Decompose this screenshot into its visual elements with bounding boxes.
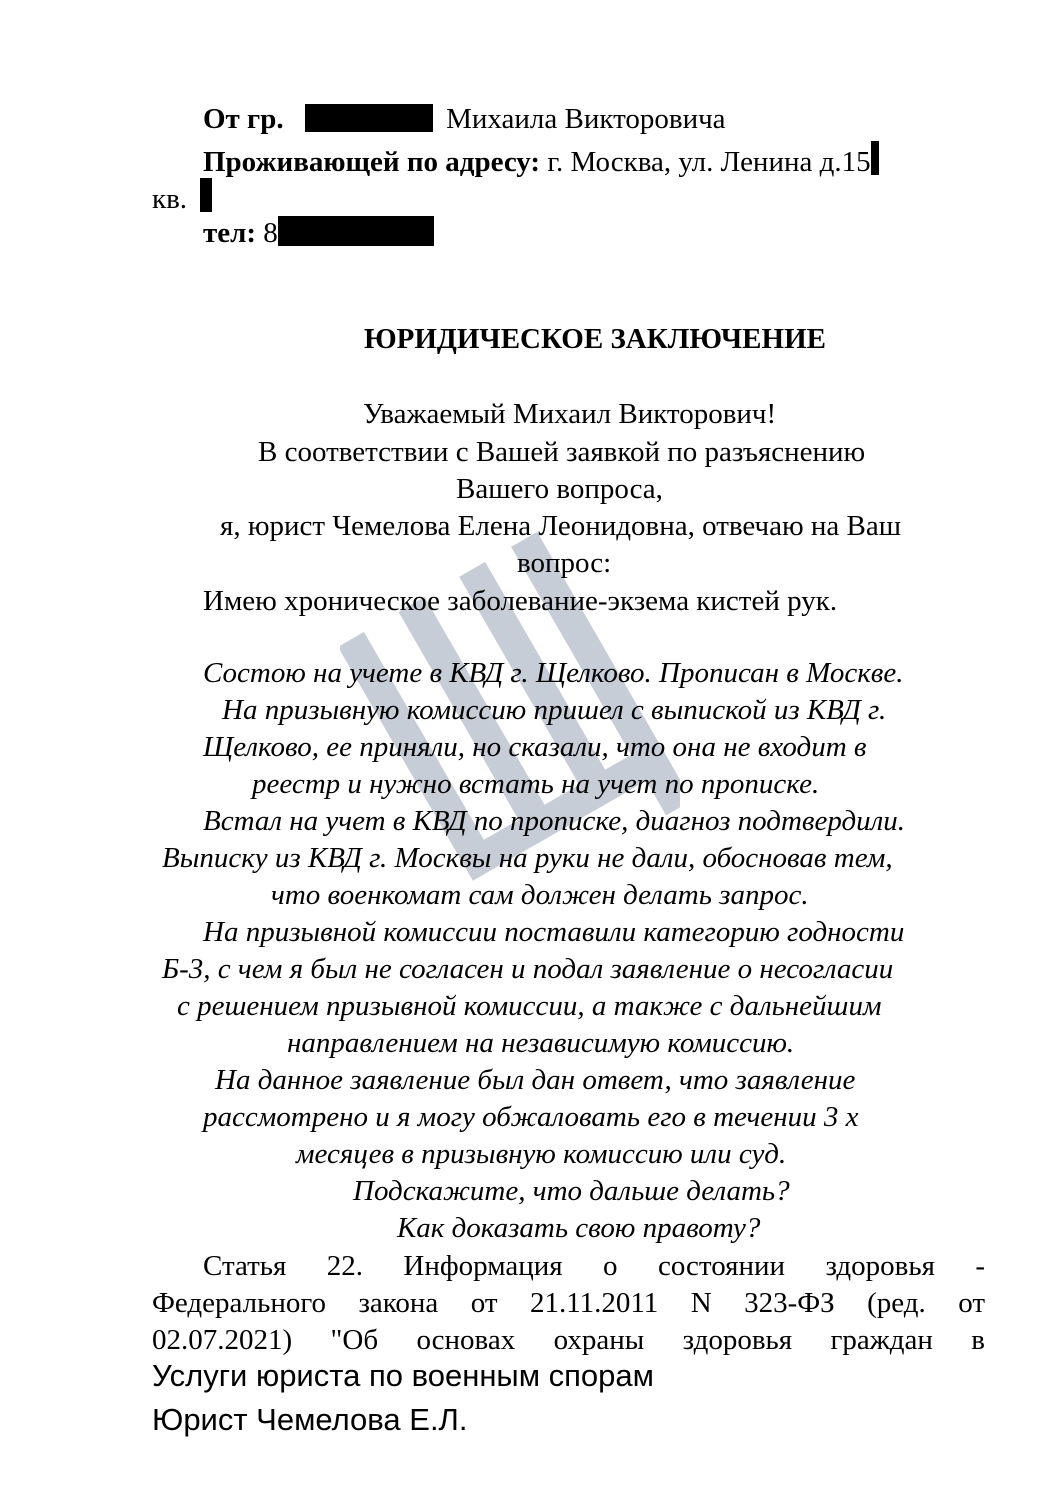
address-line xyxy=(203,141,879,179)
question-line: Как доказать свою правоту? xyxy=(397,1212,761,1244)
question-line: рассмотрено и я могу обжаловать его в течении 3 х xyxy=(203,1101,859,1133)
signature-line: Юрист Чемелова Е.Л. xyxy=(152,1402,468,1437)
question-line: Щелково, ее приняли, но сказали, что она не входит в xyxy=(203,731,867,763)
address-value: г. Москва, ул. Ленина д.15 xyxy=(547,146,871,178)
question-line: На призывной комиссии поставили категорию годности xyxy=(203,916,905,948)
question-line: с решением призывной комиссии, а также с дальнейшим xyxy=(177,990,882,1022)
question-line: На призывную комиссию пришел с выпиской из КВД г. xyxy=(222,694,887,726)
apt-label: кв. xyxy=(152,183,188,215)
question-line: Выписку из КВД г. Москвы на руки не дали, обосновав тем, xyxy=(162,842,893,874)
intro-line-2: Вашего вопроса, xyxy=(456,473,663,505)
service-line: Услуги юриста по военным спорам xyxy=(152,1358,654,1393)
redacted-surname xyxy=(305,104,433,132)
question-line: направлением на независимую комиссию. xyxy=(287,1027,795,1059)
phone-prefix: 8 xyxy=(263,217,278,249)
article-line-1: Статья 22. Информация о состоянии здоровья - xyxy=(203,1250,985,1282)
address-label: Проживающей по адресу: xyxy=(203,146,541,178)
redacted-phone xyxy=(278,216,434,246)
greeting: Уважаемый Михаил Викторович! xyxy=(363,398,777,430)
question-line: месяцев в призывную комиссию или суд. xyxy=(296,1138,787,1170)
redacted-apartment xyxy=(200,178,212,212)
phone-label: тел: xyxy=(203,217,257,249)
question-line: На данное заявление был дан ответ, что заявление xyxy=(215,1064,856,1096)
question-line: Б-3, с чем я был не согласен и подал заявление о несогласии xyxy=(162,953,894,985)
question-line: реестр и нужно встать на учет по прописке. xyxy=(252,768,820,800)
intro-line-4: вопрос: xyxy=(517,547,612,579)
phone-line xyxy=(203,216,434,250)
question-line: Встал на учет в КВД по прописке, диагноз подтвердили. xyxy=(203,805,906,837)
question-line: Состою на учете в КВД г. Щелково. Прописан в Москве. xyxy=(203,657,904,689)
from-label: От гр. xyxy=(203,103,284,135)
from-name: Михаила Викторовича xyxy=(446,103,726,135)
redacted-house xyxy=(871,141,879,175)
intro-line-1: В соответствии с Вашей заявкой по разъяснению xyxy=(258,436,866,468)
article-line-2: Федерального закона от 21.11.2011 N 323-ФЗ (ред. от xyxy=(152,1287,985,1319)
article-line-3: 02.07.2021) "Об основах охраны здоровья граждан в xyxy=(152,1324,985,1356)
question-line: что военкомат сам должен делать запрос. xyxy=(271,879,809,911)
intro-line-5: Имею хроническое заболевание-экзема кистей рук. xyxy=(203,585,838,617)
apartment-line xyxy=(152,178,212,216)
from-line xyxy=(203,103,726,136)
intro-line-3: я, юрист Чемелова Елена Леонидовна, отвечаю на Ваш xyxy=(220,510,902,542)
document-title: ЮРИДИЧЕСКОЕ ЗАКЛЮЧЕНИЕ xyxy=(364,323,826,355)
question-line: Подскажите, что дальше делать? xyxy=(353,1175,790,1207)
